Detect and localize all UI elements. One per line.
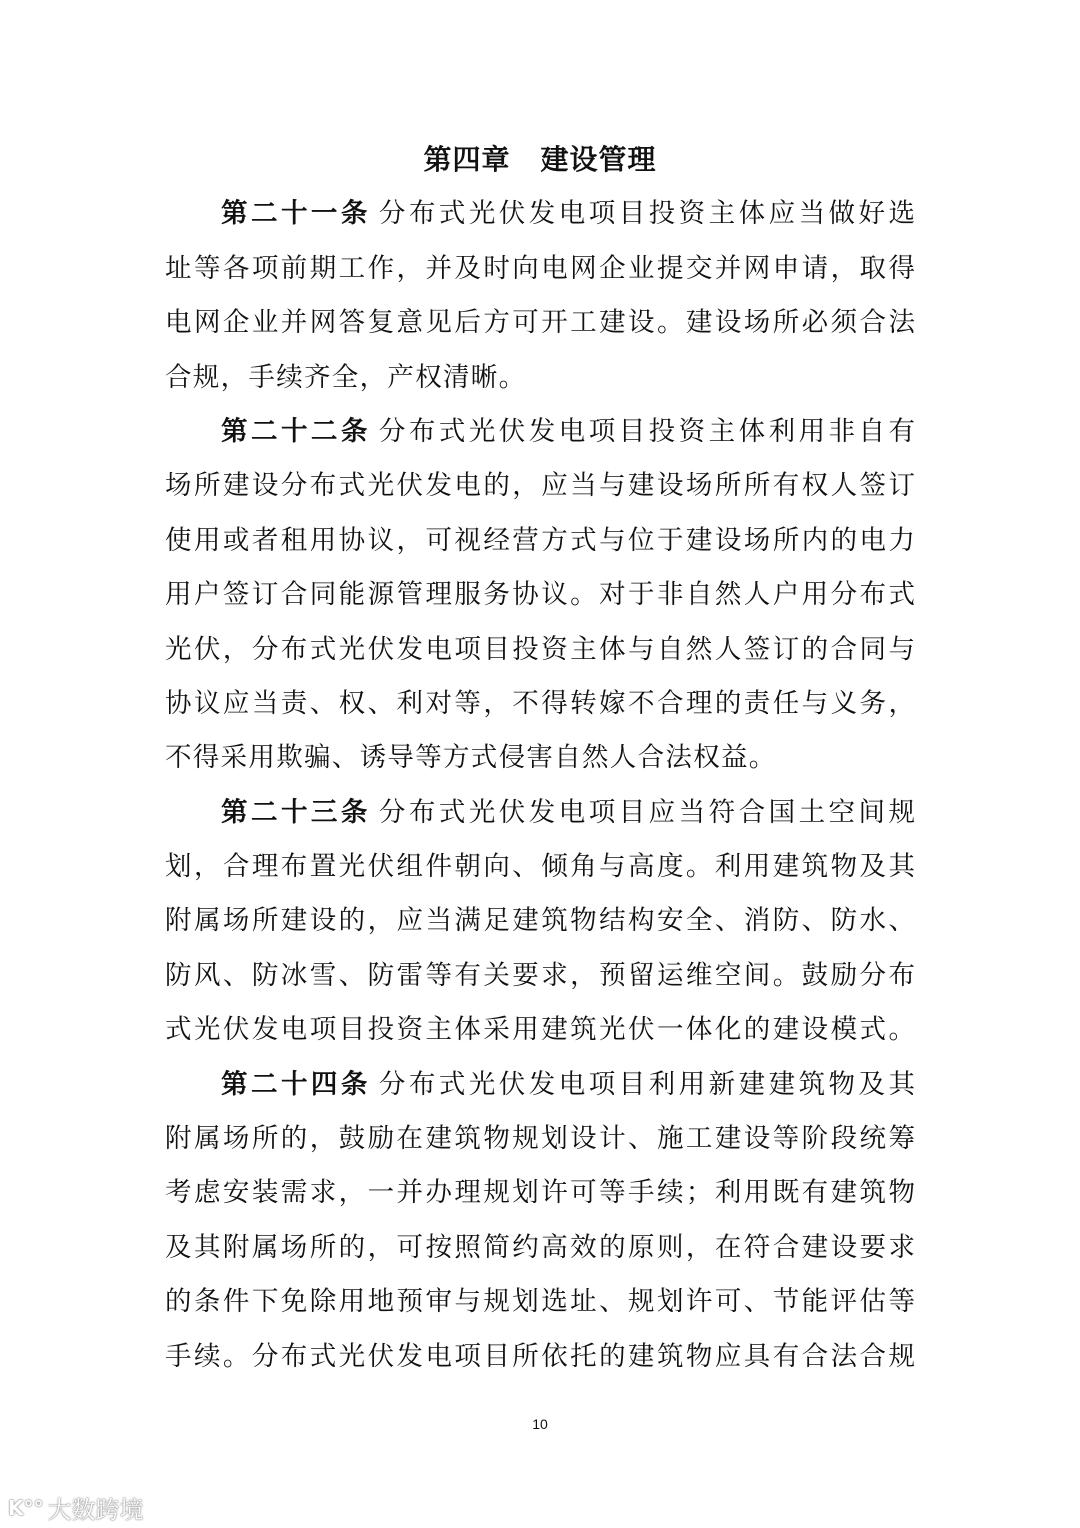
article-text: 考虑安装需求，一并办理规划许可等手续；利用既有建筑物: [165, 1177, 915, 1209]
article-line: [165, 677, 915, 731]
article-line: [165, 1003, 915, 1057]
article-text: 分布式光伏发电项目投资主体应当做好选: [378, 198, 916, 230]
article-text: 划，合理布置光伏组件朝向、倾角与高度。利用建筑物及其: [165, 851, 915, 883]
article-text: 合规，手续齐全，产权清晰。: [165, 361, 527, 393]
article-text: 分布式光伏发电项目投资主体利用非自有: [378, 415, 916, 447]
articles: [165, 187, 915, 1384]
watermark-text: 大数跨境: [47, 1496, 144, 1524]
article-line: [165, 514, 915, 568]
watermark: [8, 1490, 144, 1525]
article-line: [165, 840, 915, 894]
article-text: 手续。分布式光伏发电项目所依托的建筑物应具有合法合规: [165, 1340, 915, 1372]
article-line: [165, 731, 915, 785]
article-line: [165, 405, 915, 459]
article: [165, 187, 915, 405]
chapter-number: 第四章: [423, 143, 511, 176]
article-text: 式光伏发电项目投资主体采用建筑光伏一体化的建设模式。: [165, 1014, 915, 1046]
article-line: [165, 1330, 915, 1384]
article-label: 第二十一条: [221, 198, 371, 230]
article-line: [165, 1112, 915, 1166]
chapter-title: 建设管理: [540, 143, 657, 176]
document-page: [165, 133, 915, 1384]
article-text: 防风、防冰雪、防雷等有关要求，预留运维空间。鼓励分布: [165, 959, 915, 991]
article-line: [165, 786, 915, 840]
article-line: [165, 894, 915, 948]
watermark-logo-icon: K°°: [8, 1495, 44, 1520]
article: [165, 1058, 915, 1384]
article-line: [165, 187, 915, 241]
article-text: 分布式光伏发电项目利用新建建筑物及其: [378, 1068, 916, 1100]
article-text: 附属场所建设的，应当满足建筑物结构安全、消防、防水、: [165, 905, 915, 937]
article-line: [165, 351, 915, 405]
page-number: 10: [532, 1416, 548, 1432]
article-line: [165, 568, 915, 622]
article-line: [165, 1275, 915, 1329]
article-line: [165, 949, 915, 1003]
article-line: [165, 242, 915, 296]
article-text: 分布式光伏发电项目应当符合国土空间规: [378, 796, 916, 828]
article-text: 不得采用欺骗、诱导等方式侵害自然人合法权益。: [165, 742, 777, 774]
article-line: [165, 1058, 915, 1112]
article-line: [165, 1221, 915, 1275]
chapter-heading: [165, 133, 915, 187]
article-text: 附属场所的，鼓励在建筑物规划设计、施工建设等阶段统筹: [165, 1123, 915, 1155]
article: [165, 405, 915, 786]
article-text: 场所建设分布式光伏发电的，应当与建设场所所有权人签订: [165, 470, 915, 502]
article: [165, 786, 915, 1058]
article-text: 及其附属场所的，可按照简约高效的原则，在符合建设要求: [165, 1231, 915, 1263]
article-text: 协议应当责、权、利对等，不得转嫁不合理的责任与义务，: [165, 687, 915, 719]
article-text: 的条件下免除用地预审与规划选址、规划许可、节能评估等: [165, 1286, 915, 1318]
article-label: 第二十二条: [221, 415, 371, 447]
article-text: 光伏，分布式光伏发电项目投资主体与自然人签订的合同与: [165, 633, 915, 665]
article-text: 电网企业并网答复意见后方可开工建设。建设场所必须合法: [165, 307, 915, 339]
article-line: [165, 296, 915, 350]
article-label: 第二十四条: [221, 1068, 371, 1100]
article-text: 使用或者租用协议，可视经营方式与位于建设场所内的电力: [165, 524, 915, 556]
article-line: [165, 623, 915, 677]
article-text: 址等各项前期工作，并及时向电网企业提交并网申请，取得: [165, 252, 915, 284]
article-text: 用户签订合同能源管理服务协议。对于非自然人户用分布式: [165, 579, 915, 611]
article-line: [165, 459, 915, 513]
article-line: [165, 1166, 915, 1220]
article-label: 第二十三条: [221, 796, 371, 828]
